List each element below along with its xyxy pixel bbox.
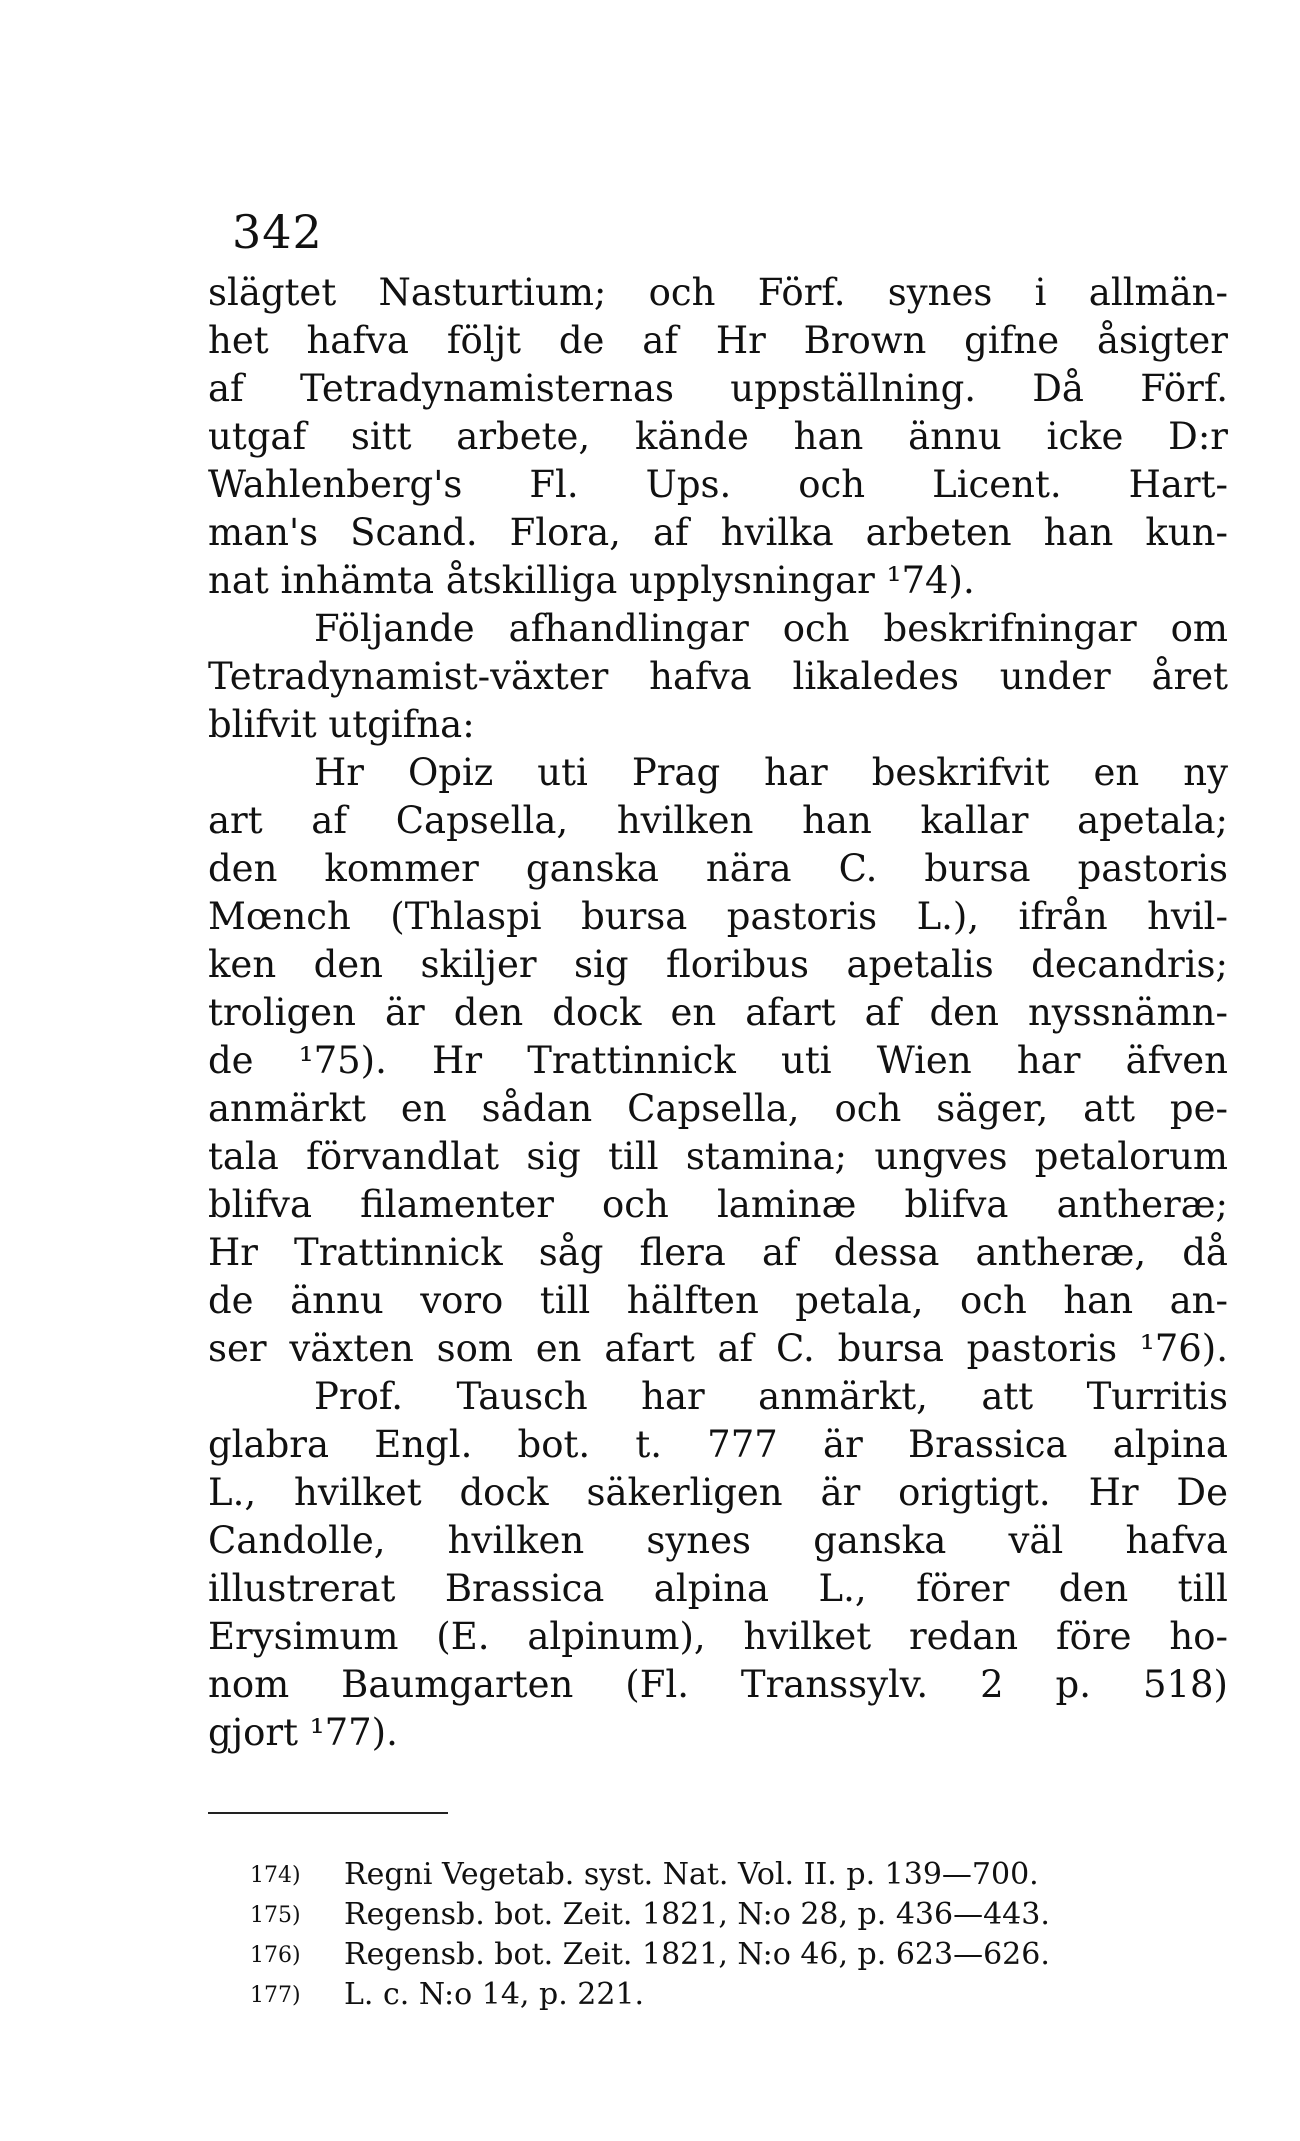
footnote	[250, 1975, 644, 2015]
footnote-marker: 174)	[250, 1863, 301, 1888]
text-line: man's Scand. Flora, af hvilka arbeten han kun-	[208, 511, 1228, 554]
text-line: art af Capsella, hvilken han kallar apetala;	[208, 799, 1228, 842]
footnote-divider	[208, 1812, 448, 1814]
text-line: L., hvilket dock säkerligen är origtigt. Hr De	[208, 1471, 1228, 1514]
text-line: slägtet Nasturtium; och Förf. synes i allmän-	[208, 271, 1228, 314]
footnote	[250, 1895, 1050, 1935]
text-line: Wahlenberg's Fl. Ups. och Licent. Hart-	[208, 463, 1228, 506]
text-line: utgaf sitt arbete, kände han ännu icke D:r	[208, 415, 1228, 458]
text-line: ser växten som en afart af C. bursa pastoris ¹76).	[208, 1327, 1228, 1370]
text-line: tala förvandlat sig till stamina; ungves petalorum	[208, 1135, 1228, 1178]
text-line: de ¹75). Hr Trattinnick uti Wien har äfven	[208, 1039, 1228, 1082]
footnote-text: Regensb. bot. Zeit. 1821, N:o 46, p. 623—626.	[344, 1937, 1050, 1972]
text-line: Mœnch (Thlaspi bursa pastoris L.), ifrån hvil-	[208, 895, 1228, 938]
footnote-text: L. c. N:o 14, p. 221.	[344, 1977, 645, 2012]
text-line: Tetradynamist-växter hafva likaledes under året	[208, 655, 1228, 698]
text-line: nom Baumgarten (Fl. Transsylv. 2 p. 518)	[208, 1663, 1228, 1706]
footnote-marker: 177)	[250, 1983, 301, 2008]
text-line: ken den skiljer sig floribus apetalis decandris;	[208, 943, 1228, 986]
text-line: troligen är den dock en afart af den nyssnämn-	[208, 991, 1228, 1034]
text-line: anmärkt en sådan Capsella, och säger, att pe-	[208, 1087, 1228, 1130]
text-line: Candolle, hvilken synes ganska väl hafva	[208, 1519, 1228, 1562]
text-line: Erysimum (E. alpinum), hvilket redan före ho-	[208, 1615, 1228, 1658]
text-line: illustrerat Brassica alpina L., förer den till	[208, 1567, 1228, 1610]
text-line: af Tetradynamisternas uppställning. Då Förf.	[208, 367, 1228, 410]
text-line: nat inhämta åtskilliga upplysningar ¹74).	[208, 559, 975, 602]
text-line: Hr Opiz uti Prag har beskrifvit en ny	[314, 751, 1228, 794]
text-line: gjort ¹77).	[208, 1711, 398, 1754]
footnote	[250, 1855, 1039, 1895]
text-line: Prof. Tausch har anmärkt, att Turritis	[314, 1375, 1228, 1418]
text-line: Följande afhandlingar och beskrifningar om	[314, 607, 1228, 650]
footnote-text: Regensb. bot. Zeit. 1821, N:o 28, p. 436—443.	[344, 1897, 1050, 1932]
text-line: den kommer ganska nära C. bursa pastoris	[208, 847, 1228, 890]
page-number: 342	[232, 205, 323, 259]
footnote-text: Regni Vegetab. syst. Nat. Vol. II. p. 139—700.	[344, 1857, 1039, 1892]
text-line: blifvit utgifna:	[208, 703, 475, 746]
footnote-marker: 176)	[250, 1943, 301, 1968]
text-line: de ännu voro till hälften petala, och han an-	[208, 1279, 1228, 1322]
text-line: blifva filamenter och laminæ blifva antheræ;	[208, 1183, 1228, 1226]
footnote	[250, 1935, 1050, 1975]
footnote-marker: 175)	[250, 1903, 301, 1928]
text-line: Hr Trattinnick såg flera af dessa antheræ, då	[208, 1231, 1228, 1274]
text-line: glabra Engl. bot. t. 777 är Brassica alpina	[208, 1423, 1228, 1466]
text-line: het hafva följt de af Hr Brown gifne åsigter	[208, 319, 1228, 362]
